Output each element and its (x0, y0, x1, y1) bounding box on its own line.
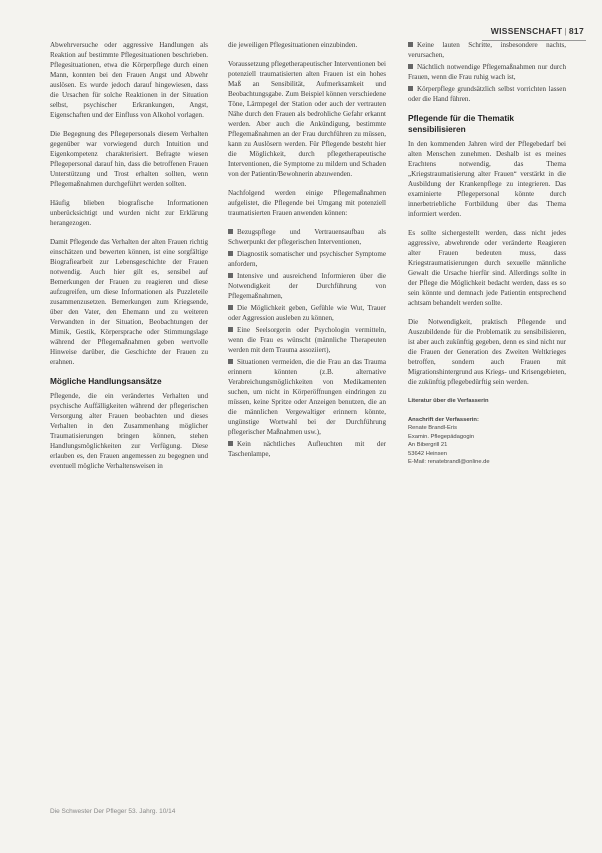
column-2 (228, 40, 386, 461)
bullet-item: Kein nächtliches Aufleuchten mit der Taschenlampe, (228, 440, 386, 458)
address-line: Renate Brandl-Eris (408, 425, 457, 431)
paragraph: In den kommenden Jahren wird der Pflegebedarf bei alten Menschen zunehmen. Deshalb ist es meines Erachtens notwendig, das Thema „Kriegstraumatisierung alter Frauen“ verstärkt in die Ausbildung der Krankenpflege zu integrieren. Das examinierte Pflegepersonal könnte durch innerbetriebliche Fortbildung über das Thema informiert werden. (408, 140, 566, 218)
paragraph: Pflegende, die ein verändertes Verhalten und psychische Auffälligkeiten während der pflegerischen Versorgung alter Frauen beobachten und dieses Verhalten in den Zusammenhang möglicher Traumatisierungen bringen können, stehen Handlungsmöglichkeiten zur Verfügung. Diese erlauben es, den Frauen angemessen zu begegnen und eventuell mögliche Verhaltensweisen in (50, 392, 208, 470)
running-header (491, 26, 584, 36)
header-separator: | (564, 26, 567, 36)
paragraph: die jeweiligen Pflegesituationen einzubinden. (228, 41, 358, 49)
address-title: Anschrift der Verfasserin: (408, 416, 479, 423)
paragraph: Abwehrversuche oder aggressive Handlungen als Reaktion auf bestimmte Pflegesituationen beschrieben. Pflegesituationen, etwa die Körperpflege durch einen Mann, konnten bei den Frauen Angst und Abwehr auslösen. Es wurde jedoch darauf hingewiesen, dass die Ursachen für solche Reaktionen in der Situation selbst, psychischer Erkrankungen, Angst, Eigenschaften und der Einfluss von Alkohol vorlagen. (50, 41, 208, 119)
page-number: 817 (568, 26, 584, 36)
bullet-item: Eine Seelsorgerin oder Psychologin vermitteln, wenn die Frau es wünscht (männliche Therapeuten werden mit dem Trauma assoziiert), (228, 326, 386, 354)
bullet-item: Situationen vermeiden, die die Frau an das Trauma erinnern könnten (z.B. alternative Verabreichungsmöglichkeiten von Medikamenten suchen, um nicht in Körperöffnungen eindringen zu müssen, keine Spritze oder Anzeigen benutzen, die an die männlichen Vergewaltiger erinnern könnte, ungünstige Wortwahl bei der Durchführung pflegerischer Maßnahmen usw.), (228, 358, 386, 436)
page-footer: Die Schwester Der Pfleger 53. Jahrg. 10/14 (50, 808, 176, 815)
column-1 (50, 40, 208, 480)
column-3 (408, 40, 566, 467)
bullet-item: Nächtlich notwendige Pflegemaßnahmen nur durch Frauen, wenn die Frau ruhig wach ist, (408, 63, 566, 81)
bullet-item: Bezugspflege und Vertrauensaufbau als Schwerpunkt der pflegerischen Interventionen, (228, 228, 386, 246)
paragraph: Damit Pflegende das Verhalten der alten Frauen richtig einschätzen und bewerten können, ist eine sorgfältige Biografiearbeit zur Lebensgeschichte der Frauen notwendig. Auch hier gilt es, sensibel auf Bemerkungen der Frauen zu reagieren und diese aufzugreifen, um diese Informationen als Puzzleteile zusammenzusetzen. Bemerkungen zum Kriegsende, über den Vater, den Ehemann und zu weiteren Verwandten in der Situation, Beobachtungen der Mimik, Gestik, Körpersprache oder Stimmungslage während der Pflegemaßnahmen geben wertvolle Hinweise darüber, die Geschichte der Frauen zu erahnen. (50, 238, 208, 366)
address-email: E-Mail: renatebrandl@online.de (408, 459, 490, 465)
bullet-item: Diagnostik somatischer und psychischer Symptome anfordern, (228, 250, 386, 268)
literature-note: Literatur über die Verfasserin (408, 398, 489, 404)
bullet-item: Keine lauten Schritte, insbesondere nachts, verursachen, (408, 41, 566, 59)
address-line: Examin. Pflegepädagogin (408, 433, 475, 440)
address-line: An Bibergrill 21 (408, 442, 448, 448)
bullet-item: Körperpflege grundsätzlich selbst vorrichten lassen oder die Hand führen. (408, 85, 566, 103)
bullet-item: Die Möglichkeit geben, Gefühle wie Wut, Trauer oder Aggression ausleben zu können, (228, 304, 386, 322)
section-heading: Mögliche Handlungsansätze (50, 376, 162, 386)
bullet-item: Intensive und ausreichend Informieren über die Notwendigkeit der Durchführung von Pflegemaßnahmen, (228, 272, 386, 300)
section-heading: Pflegende für die Thematik sensibilisieren (408, 113, 515, 134)
paragraph: Es sollte sichergestellt werden, dass nicht jedes aggressive, abwehrende oder veränderte Reagieren alter Frauen bedeuten muss, dass Kriegstraumatisierungen durch sexuelle männliche Gewalt die Ursache hierfür sind. Allerdings sollte in der Pflege die Möglichkeit bedacht werden, dass es so sein könnte und demnach jede Patientin entsprechend achtsam behandelt werden sollte. (408, 229, 566, 307)
paragraph: Voraussetzung pflegetherapeutischer Interventionen bei potenziell traumatisierten alten Frauen ist ein hohes Maß an Sensibilität, Aufmerksamkeit und Beobachtungsgabe. Zum Beispiel können verschiedene Töne, Lärmpegel der Station oder auch der vertrauten Nähe durch den Frauen als bedrohliche Gefahr erkannt werden. Aber auch die Ankündigung, bestimmte Pflegemaßnahmen an der Frau durchführen zu müssen, kann zu Auslösern werden. Für Pflegende besteht hier die Möglichkeit, durch pflegetherapeutische Interventionen, die Symptome zu mildern und Schaden von der Patientin/Bewohnerin abzuwenden. (228, 60, 386, 178)
section-name: WISSENSCHAFT (490, 26, 563, 36)
paragraph: Häufig blieben biografische Informationen unberücksichtigt und wurden nicht zur Erklärung herangezogen. (50, 199, 208, 227)
address-line: 53642 Heinsen (408, 450, 447, 457)
paragraph: Die Notwendigkeit, praktisch Pflegende und Auszubildende für die Problematik zu sensibilisieren, ist aber auch zukünftig gegeben, denn es sind nicht nur die Frauen der Generation des Zweiten Weltkrieges betroffen, sondern auch Frauen mit Migrationshintergrund aus Kriegs- und Krisengebieten, die zukünftig pflegebedürftig sein werden. (408, 318, 566, 386)
paragraph: Nachfolgend werden einige Pflegemaßnahmen aufgelistet, die Pflegende bei Umgang mit potenziell traumatisierten Frauen anwenden können: (228, 189, 386, 217)
paragraph: Die Begegnung des Pflegepersonals diesem Verhalten gegenüber war vorwiegend durch Intuition und Eigenkompetenz charakterisiert. Befragte wiesen Pflegepersonal darauf hin, dass die betroffenen Frauen Unterstützung und Trost erhalten sollten, wenn Pflegemaßnahmen durchgeführt werden sollten. (50, 130, 208, 188)
